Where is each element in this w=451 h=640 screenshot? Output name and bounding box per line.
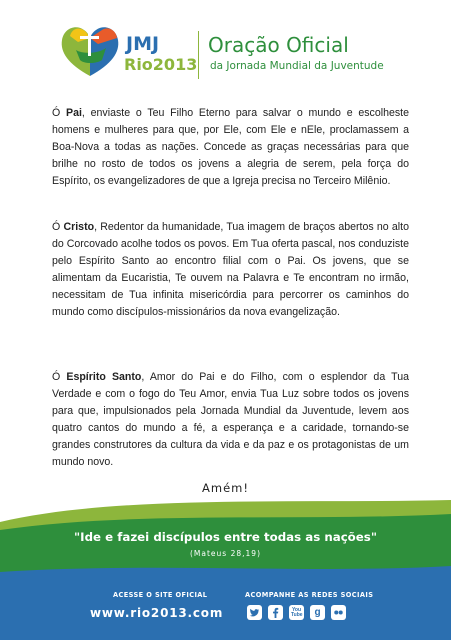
paragraph-heading: Pai <box>66 107 82 119</box>
footer-waves <box>0 500 451 640</box>
prayer-paragraph-christ: Ó Cristo, Redentor da humanidade, Tua imagem de braços abertos no alto do Corcovado acolhe todos os povos. Em Tua oferta pascal, nos conduziste pelo Espírito Santo ao encontro filial com o Pai. Os jovens, que se alimentam da Eucaristia, Te ouvem na Palavra e Te encontram no irmão, necessitam de Tua infinita misericórdia para percorrer os caminhos do mundo como discípulos-missionários da nova evangelização. <box>52 221 409 318</box>
twitter-icon[interactable] <box>247 605 262 620</box>
google-plus-icon-label: g <box>314 607 321 618</box>
youtube-icon[interactable] <box>289 605 304 620</box>
social-icons <box>247 605 346 620</box>
prayer-paragraph-spirit: Ó Espírito Santo, Amor do Pai e do Filho, com o esplendor da Tua Verdade e com o fogo do Teu Amor, envia Tua Luz sobre todos os jovens para que, impulsionados pela Jornada Mundial da Juventude, levem aos quatro cantos do mundo a fé, a esperança e a caridade, tornando-se grandes construtores da cultura da vida e da paz e os protagonistas de um mundo novo. <box>52 371 410 468</box>
svg-text:Rio2013: Rio2013 <box>124 55 198 74</box>
header-divider <box>198 31 199 79</box>
paragraph-heading: Espírito Santo <box>66 371 142 383</box>
footer-quote: "Ide e fazei discípulos entre todas as nações" <box>74 530 377 544</box>
header <box>0 0 451 92</box>
google-plus-icon[interactable] <box>310 605 325 620</box>
prayer-paragraph-father: Ó Pai, enviaste o Teu Filho Eterno para salvar o mundo e escolheste homens e mulheres para que, por Ele, com Ele e nEle, proclamassem a Boa-Nova a todas as nações. Concede as graças necessárias para que brilhe no rosto de todos os jovens a alegria de serem, pela força do Espírito, os evangelizadores de que a Igreja precisa no Terceiro Milênio. <box>52 107 410 187</box>
paragraph-heading: Cristo <box>63 221 95 233</box>
facebook-icon[interactable] <box>268 605 283 620</box>
page-title: Oração Oficial <box>208 33 349 57</box>
amen-text: Amém! <box>202 481 249 495</box>
footer-quote-reference: (Mateus 28,19) <box>190 549 261 558</box>
svg-text:JMJ: JMJ <box>126 33 160 55</box>
social-label: ACOMPANHE AS REDES SOCIAIS <box>245 591 374 599</box>
jmj-rio2013-logo <box>58 20 198 82</box>
page-subtitle: da Jornada Mundial da Juventude <box>210 60 384 72</box>
youtube-icon-label: You Tube <box>291 606 303 618</box>
flickr-icon[interactable] <box>331 605 346 620</box>
site-url-link[interactable]: www.rio2013.com <box>90 606 224 620</box>
site-label: ACESSE O SITE OFICIAL <box>113 591 208 599</box>
